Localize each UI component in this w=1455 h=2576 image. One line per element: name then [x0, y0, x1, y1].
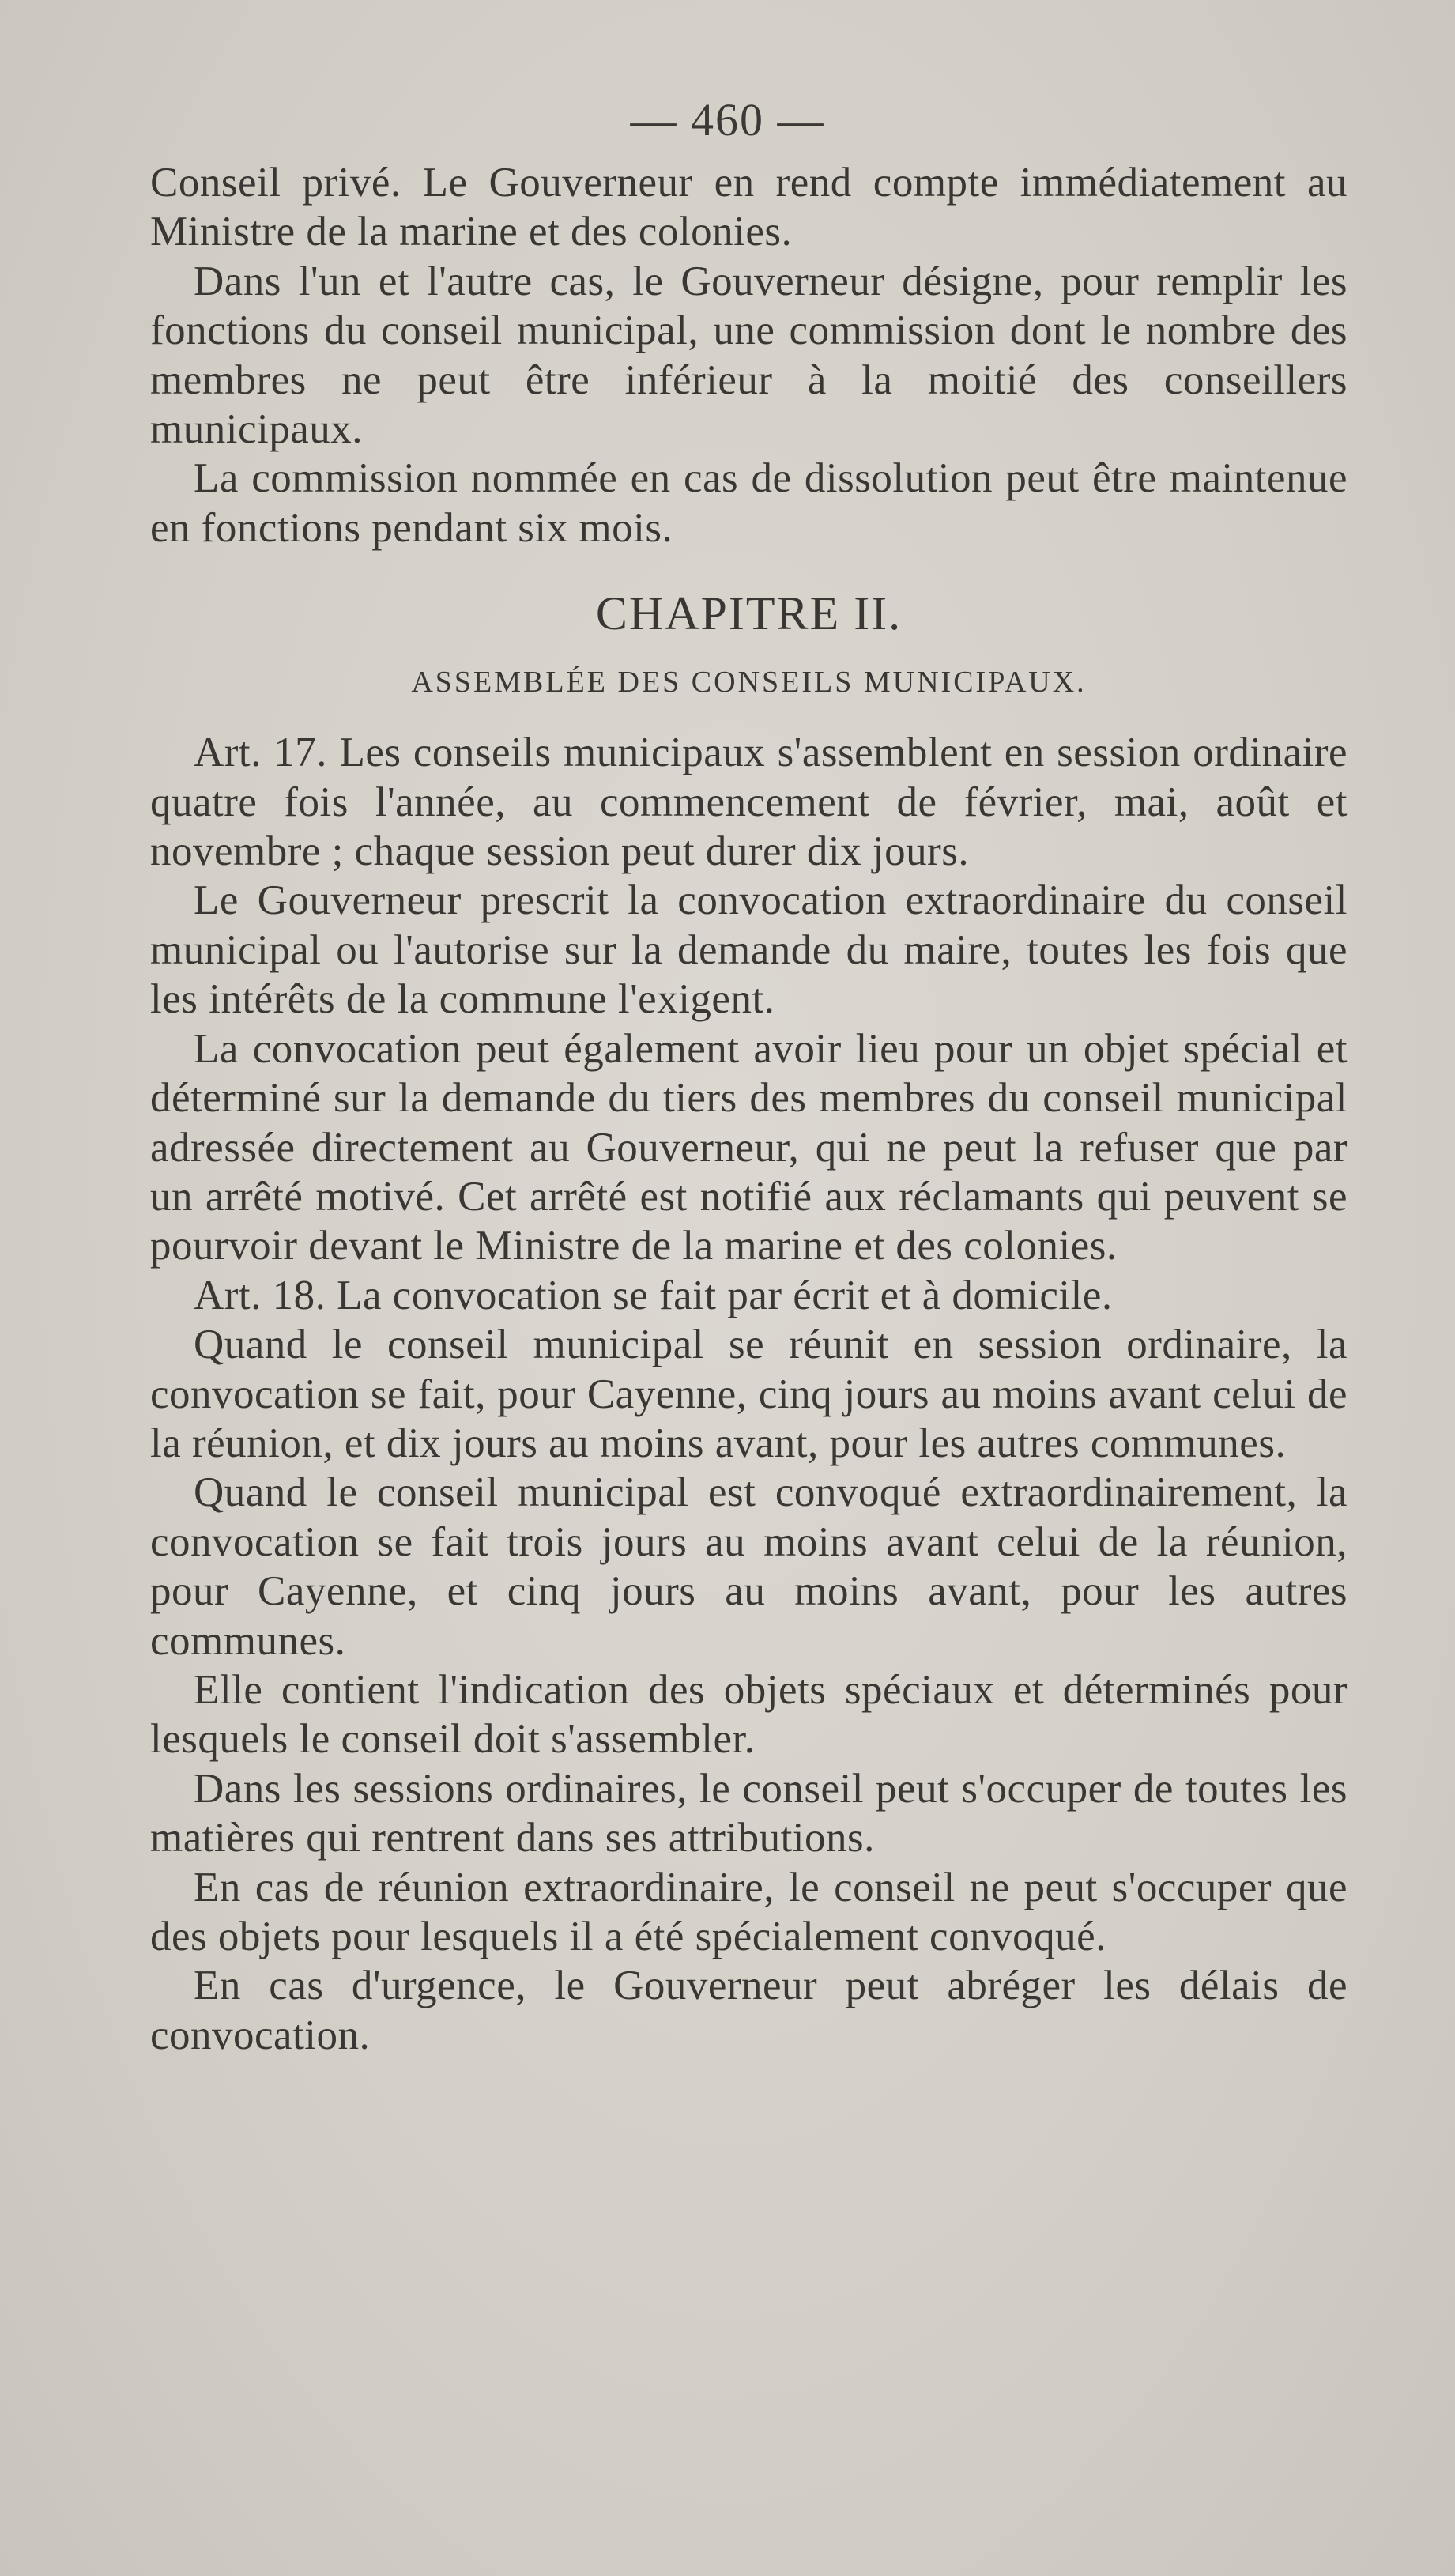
- paragraph: Elle contient l'indication des objets spéciaux et déterminés pour lesquels le conseil doit s'assembler.: [150, 1666, 1348, 1763]
- paragraph: Conseil privé. Le Gouverneur en rend compte immédiatement au Ministre de la marine et des colonies.: [150, 160, 1348, 255]
- article-17: Art. 17. Les conseils municipaux s'assemblent en session ordinaire quatre fois l'année, au commencement de février, mai, août et novembre ; chaque session peut durer dix jours.: [150, 730, 1348, 875]
- paragraph: En cas de réunion extraordinaire, le conseil ne peut s'occuper que des objets pour lesquels il a été spécialement convoqué.: [150, 1864, 1348, 1959]
- paragraph: En cas d'urgence, le Gouverneur peut abréger les délais de convocation.: [150, 1963, 1348, 2058]
- article-18: Art. 18. La convocation se fait par écrit et à domicile.: [194, 1272, 1113, 1318]
- chapter-subtitle: ASSEMBLÉE DES CONSEILS MUNICIPAUX.: [411, 666, 1087, 700]
- body-text: [150, 158, 1348, 2060]
- paragraph: La convocation peut également avoir lieu pour un objet spécial et déterminé sur la demande du tiers des membres du conseil municipal adressée directement au Gouverneur, qui ne peut la refuser que par un arrêté motivé. Cet arrêté est notifié aux réclamants qui peuvent se pourvoir devant le Ministre de la marine et des colonies.: [150, 1025, 1348, 1269]
- paragraph: Quand le conseil municipal se réunit en session ordinaire, la convocation se fait, pour Cayenne, cinq jours au moins avant celui de la réunion, et dix jours au moins avant, pour les autres communes.: [150, 1322, 1348, 1466]
- paragraph: La commission nommée en cas de dissolution peut être maintenue en fonctions pendant six mois.: [150, 455, 1348, 551]
- chapter-title: CHAPITRE II.: [595, 587, 903, 640]
- paragraph: Dans l'un et l'autre cas, le Gouverneur désigne, pour remplir les fonctions du conseil municipal, une commission dont le nombre des membres ne peut être inférieur à la moitié des conseillers municipaux.: [150, 258, 1348, 453]
- paragraph: Dans les sessions ordinaires, le conseil peut s'occuper de toutes les matières qui rentrent dans ses attributions.: [150, 1765, 1348, 1861]
- paragraph: Le Gouverneur prescrit la convocation extraordinaire du conseil municipal ou l'autorise sur la demande du maire, toutes les fois que les intérêts de la commune l'exigent.: [150, 877, 1348, 1023]
- paragraph: Quand le conseil municipal est convoqué extraordinairement, la convocation se fait trois jours au moins avant celui de la réunion, pour Cayenne, et cinq jours au moins avant, pour les autres communes.: [150, 1469, 1348, 1664]
- page-number: — 460 —: [630, 94, 825, 145]
